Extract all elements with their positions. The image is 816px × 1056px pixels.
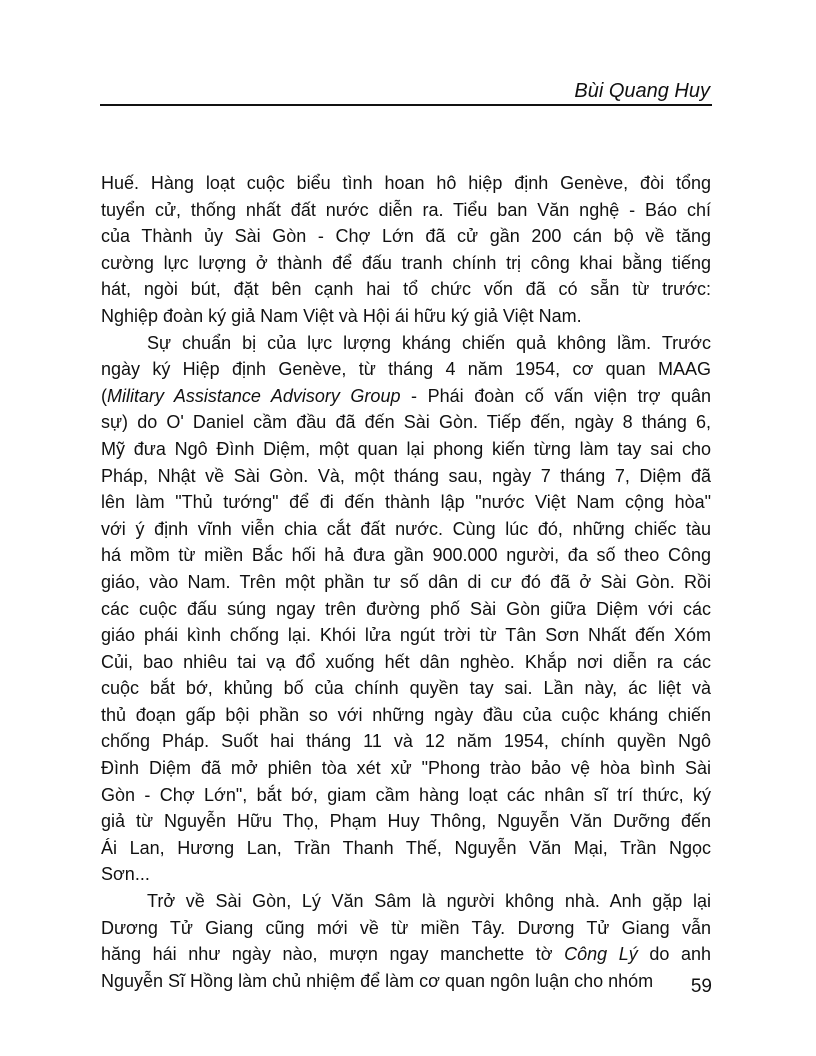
text-line: Sự chuẩn bị của lực lượng kháng chiến quả không lầm. Trước [147,332,711,353]
text-line: hát, ngòi bút, đặt bên cạnh hai tổ chức vốn đã có sẵn từ trước: [101,279,711,300]
text-line: giáo phái kình chống lại. Khói lửa ngút trời từ Tân Sơn Nhất đến Xóm [101,625,711,646]
text-line: lên làm "Thủ tướng" để đi đến thành lập "nước Việt Nam cộng hòa" [101,492,711,513]
text-line: ngày ký Hiệp định Genève, từ tháng 4 năm 1954, cơ quan MAAG [101,359,711,380]
text-line: các cuộc đấu súng ngay trên đường phố Sài Gòn giữa Diệm với các [101,598,711,619]
text-line: Củi, bao nhiêu tai vạ đổ xuống hết dân nghèo. Khắp nơi diễn ra các [101,651,711,672]
page-body [101,170,711,994]
text-line: của Thành ủy Sài Gòn - Chợ Lớn đã cử gần 200 cán bộ về tăng [101,226,711,247]
text-line: Sơn... [101,864,150,885]
text-line: thủ đoạn gấp bội phần so với những ngày đầu của cuộc kháng chiến [101,704,711,725]
running-header-author: Bùi Quang Huy [574,80,710,102]
text-line: Pháp, Nhật về Sài Gòn. Và, một tháng sau, ngày 7 tháng 7, Diệm đã [101,465,711,486]
italic-text: Công Lý [564,944,638,965]
text-line: Trở về Sài Gòn, Lý Văn Sâm là người không nhà. Anh gặp lại [147,891,711,912]
italic-text: Military Assistance Advisory Group [107,385,401,406]
text-line [101,383,711,410]
text-line: Nghiệp đoàn ký giả Nam Việt và Hội ái hữu ký giả Việt Nam. [101,305,582,326]
text-line: chống Pháp. Suốt hai tháng 11 và 12 năm 1954, chính quyền Ngô [101,731,711,752]
text-line: tuyển cử, thống nhất đất nước diễn ra. Tiểu ban Văn nghệ - Báo chí [101,199,711,220]
text-line: giả từ Nguyễn Hữu Thọ, Phạm Huy Thông, Nguyễn Văn Dưỡng đến [101,811,711,832]
text-line: cuộc bắt bớ, khủng bố của chính quyền tay sai. Lần này, ác liệt và [101,678,711,699]
text-line: cường lực lượng ở thành để đấu tranh chính trị công khai bằng tiếng [101,252,711,273]
running-header [100,78,712,106]
text-line: há mồm từ miền Bắc hối hả đưa gần 900.000 người, đa số theo Công [101,545,711,566]
text-line: Mỹ đưa Ngô Đình Diệm, một quan lại phong kiến từng làm tay sai cho [101,438,711,459]
text-line [101,941,711,968]
text-line: Gòn - Chợ Lớn", bắt bớ, giam cầm hàng loạt các nhân sĩ trí thức, ký [101,784,711,805]
page-number: 59 [690,976,712,997]
text-line: với ý định vĩnh viễn chia cắt đất nước. Cùng lúc đó, những chiếc tàu [101,518,711,539]
text-line: giáo, vào Nam. Trên một phần tư số dân di cư đó đã ở Sài Gòn. Rồi [101,571,711,592]
text-line: sự) do O' Daniel cầm đầu đã đến Sài Gòn. Tiếp đến, ngày 8 tháng 6, [101,412,711,433]
text-line: Nguyễn Sĩ Hồng làm chủ nhiệm để làm cơ quan ngôn luận cho nhóm [101,970,654,991]
text-segment: do anh [637,944,711,965]
text-segment: ( [101,385,107,406]
text-line: Dương Tử Giang cũng mới về từ miền Tây. Dương Tử Giang vẫn [101,917,711,938]
text-line: Đình Diệm đã mở phiên tòa xét xử "Phong trào bảo vệ hòa bình Sài [101,758,711,779]
text-line: Ái Lan, Hương Lan, Trần Thanh Thế, Nguyễn Văn Mại, Trần Ngọc [101,837,711,858]
text-line: Huế. Hàng loạt cuộc biểu tình hoan hô hiệp định Genève, đòi tổng [101,173,711,193]
text-segment: hăng hái như ngày nào, mượn ngay manchette tờ [101,944,565,965]
text-segment: - Phái đoàn cố vấn viện trợ quân [400,385,712,406]
